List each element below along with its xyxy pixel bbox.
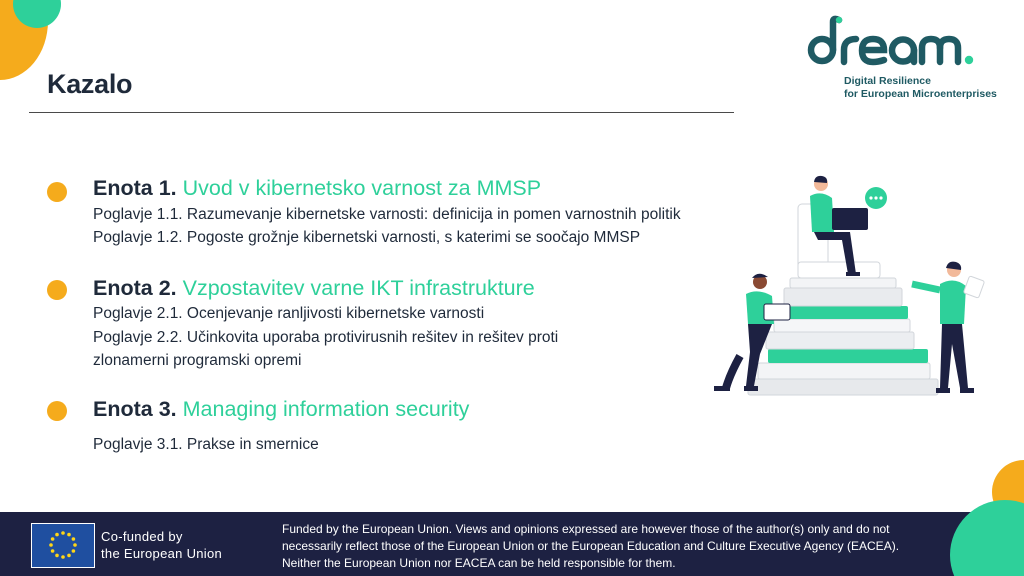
unit-1-chapter-2: Poglavje 1.2. Pogoste grožnje kibernetski varnosti, s katerimi se soočajo MMSP	[93, 229, 641, 246]
unit-1-name: Uvod v kibernetsko varnost za MMSP	[182, 176, 542, 200]
unit-2-number: Enota 2.	[93, 276, 177, 300]
disclaimer-line2: necessarily reflect those of the European Union or the European Education and Culture Executive Agency (EACEA).	[282, 539, 900, 553]
bullet-dot-icon	[47, 401, 67, 421]
unit-2-heading	[93, 276, 535, 301]
unit-2-chapter-2-cont: zlonamerni programski opremi	[93, 352, 302, 369]
funding-disclaimer	[282, 521, 942, 572]
unit-3-heading	[93, 397, 469, 422]
unit-2-chapter-1: Poglavje 2.1. Ocenjevanje ranljivosti kibernetske varnosti	[93, 305, 485, 322]
unit-1-chapter-1: Poglavje 1.1. Razumevanje kibernetske varnosti: definicija in pomen varnostnih politik	[93, 206, 681, 223]
dream-wordmark-icon	[806, 14, 992, 76]
unit-2-chapter-2: Poglavje 2.2. Učinkovita uporaba protivirusnih rešitev in rešitev proti	[93, 329, 559, 346]
dream-logo	[806, 14, 997, 104]
unit-2-name: Vzpostavitev varne IKT infrastrukture	[182, 276, 535, 300]
bullet-dot-icon	[47, 280, 67, 300]
unit-1-number: Enota 1.	[93, 176, 177, 200]
eu-flag-icon	[31, 523, 95, 568]
page-title: Kazalo	[47, 69, 133, 99]
co-funded-label	[101, 528, 222, 562]
unit-3-chapter-1: Poglavje 3.1. Prakse in smernice	[93, 436, 319, 453]
disclaimer-line1: Funded by the European Union. Views and opinions expressed are however those of the author(s) only and do not	[282, 522, 890, 536]
co-funded-line1: Co-funded by	[101, 529, 183, 544]
co-funded-line2: the European Union	[101, 546, 223, 561]
logo-tagline	[844, 75, 997, 101]
unit-3-number: Enota 3.	[93, 397, 177, 421]
logo-tagline-line1: Digital Resilience	[844, 75, 931, 87]
bullet-dot-icon	[47, 182, 67, 202]
disclaimer-line3: Neither the European Union nor EACEA can be held responsible for them.	[282, 556, 676, 570]
unit-3-name: Managing information security	[182, 397, 470, 421]
logo-tagline-line2: for European Microenterprises	[844, 88, 997, 100]
people-reading-illustration	[700, 174, 990, 400]
title-divider	[29, 112, 734, 113]
unit-1-heading	[93, 176, 541, 201]
